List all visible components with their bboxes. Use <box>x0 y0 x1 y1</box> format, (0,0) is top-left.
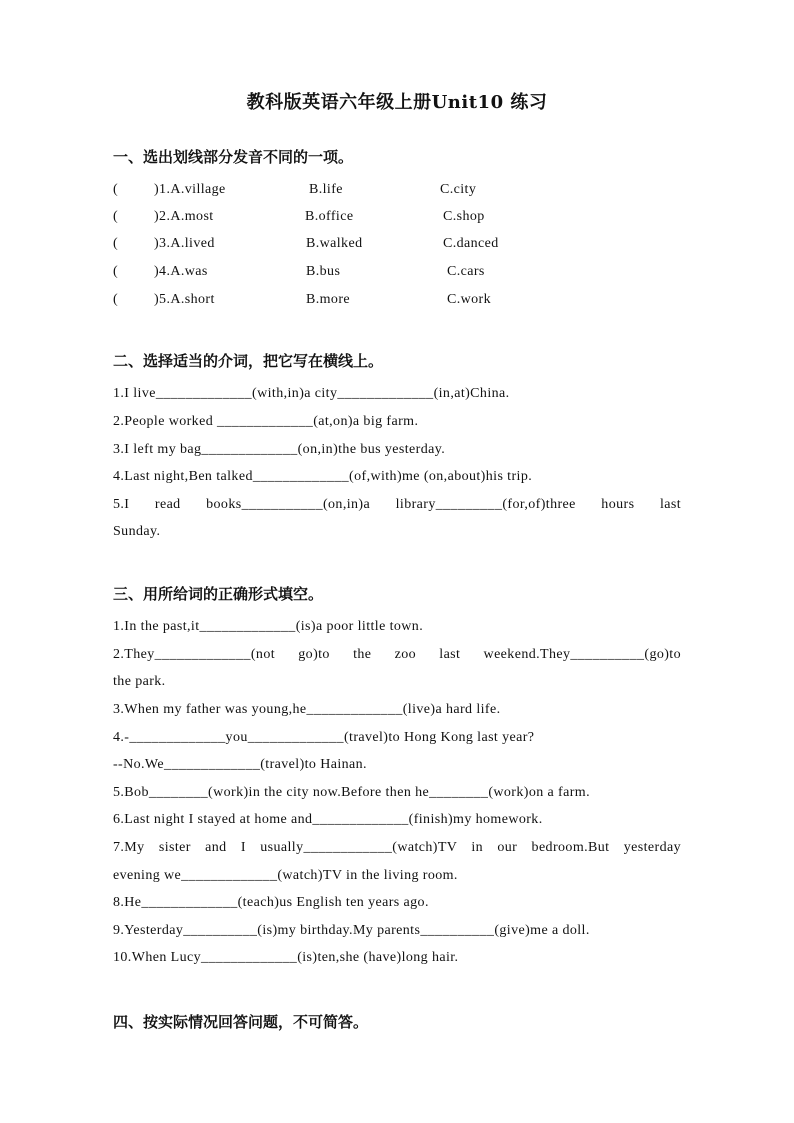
exercise-line: 2.They_____________(not go)to the zoo last weekend.They__________(go)to <box>113 647 681 662</box>
exercise-line: 5.Bob________(work)in the city now.Before then he________(work)on a farm. <box>113 785 590 800</box>
option-b: B.office <box>305 209 354 224</box>
section-2-heading: 二、选择适当的介词，把它写在横线上。 <box>113 352 384 370</box>
exercise-line: 4.-_____________you_____________(travel)to Hong Kong last year? <box>113 730 535 745</box>
option-b: B.walked <box>306 236 363 251</box>
option-a: )3.A.lived <box>154 236 215 251</box>
answer-paren: ( <box>113 182 119 197</box>
exercise-line: 2.People worked _____________(at,on)a big farm. <box>113 414 419 429</box>
answer-paren: ( <box>113 264 119 279</box>
exercise-line: evening we_____________(watch)TV in the living room. <box>113 868 458 883</box>
option-a: )1.A.village <box>154 182 226 197</box>
option-b: B.life <box>309 182 343 197</box>
option-b: B.bus <box>306 264 341 279</box>
section-3-heading: 三、用所给词的正确形式填空。 <box>113 585 324 603</box>
answer-paren: ( <box>113 209 119 224</box>
exercise-line: 3.When my father was young,he_____________(live)a hard life. <box>113 702 501 717</box>
exercise-line: 8.He_____________(teach)us English ten years ago. <box>113 895 429 910</box>
answer-paren: ( <box>113 292 119 307</box>
exercise-line: 4.Last night,Ben talked_____________(of,with)me (on,about)his trip. <box>113 469 533 484</box>
option-a: )5.A.short <box>154 292 215 307</box>
option-b: B.more <box>306 292 351 307</box>
exercise-line: 1.I live_____________(with,in)a city_____________(in,at)China. <box>113 386 510 401</box>
option-c: C.danced <box>443 236 499 251</box>
answer-paren: ( <box>113 236 119 251</box>
exercise-line: Sunday. <box>113 524 161 539</box>
exercise-line: 10.When Lucy_____________(is)ten,she (have)long hair. <box>113 950 459 965</box>
exercise-line: 7.My sister and I usually____________(watch)TV in our bedroom.But yesterday <box>113 840 681 855</box>
page-title: 教科版英语六年级上册Unit10 练习 <box>246 92 548 113</box>
option-a: )2.A.most <box>154 209 214 224</box>
option-c: C.work <box>447 292 492 307</box>
exercise-line: 6.Last night I stayed at home and_____________(finish)my homework. <box>113 812 543 827</box>
option-a: )4.A.was <box>154 264 208 279</box>
exercise-line: 3.I left my bag_____________(on,in)the bus yesterday. <box>113 442 446 457</box>
section-4-heading: 四、按实际情况回答问题，不可简答。 <box>113 1013 369 1031</box>
exercise-line: --No.We_____________(travel)to Hainan. <box>113 757 367 772</box>
section-1-heading: 一、选出划线部分发音不同的一项。 <box>113 148 354 166</box>
exercise-line: the park. <box>113 674 166 689</box>
option-c: C.city <box>440 182 477 197</box>
exercise-line: 1.In the past,it_____________(is)a poor little town. <box>113 619 424 634</box>
exercise-line: 5.I read books___________(on,in)a library_________(for,of)three hours last <box>113 497 681 512</box>
option-c: C.shop <box>443 209 485 224</box>
option-c: C.cars <box>447 264 485 279</box>
exercise-line: 9.Yesterday__________(is)my birthday.My parents__________(give)me a doll. <box>113 923 590 938</box>
